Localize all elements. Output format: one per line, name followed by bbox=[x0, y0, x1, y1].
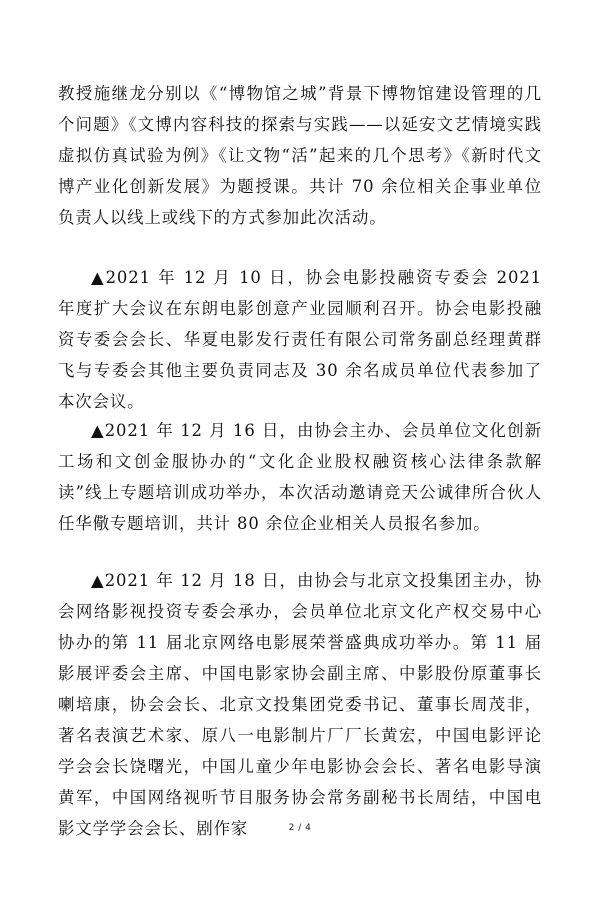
paragraph-course-topics: 教授施继龙分别以《“博物馆之城”背景下博物馆建设管理的几个问题》《文博内容科技的探索与实践——以延安文艺情境实践虚拟仿真试验为例》《让文物“活”起来的几个思考》《新时代文博产业化创新发展》为题授课。共计 70 余位相关企事业单位负责人以线上或线下的方式参加此次活动。 bbox=[58, 84, 542, 227]
paragraph-dec-10-meeting: ▲2021 年 12 月 10 日，协会电影投融资专委会 2021 年度扩大会议在东朗电影创意产业园顺利召开。协会电影投融资专委会会长、华夏电影发行责任有限公司常务副总经理黄群飞与专委会其他主要负责同志及 30 余名成员单位代表参加了本次会议。 bbox=[58, 268, 542, 411]
paragraph-dec-18-ceremony: ▲2021 年 12 月 18 日，由协会与北京文投集团主办，协会网络影视投资专委会承办，会员单位北京文化产权交易中心协办的第 11 届北京网络电影展荣誉盛典成功举办。第 11 届影展评委会主席、中国电影家协会副主席、中影股份原董事长喇培康，协会会长、北京文投集团党委书记、董事长周茂非，著名表演艺术家、原八一电影制片厂厂长黄宏，中国电影评论学会会长饶曙光，中国儿童少年电影协会会长、著名电影导演黄军，中国网络视听节目服务协会常务副秘书长周结，中国电影文学学会会长、剧作家 bbox=[58, 571, 542, 838]
page-number: 2 / 4 bbox=[288, 823, 312, 833]
paragraph-dec-16-training: ▲2021 年 12 月 16 日，由协会主办、会员单位文化创新工场和文创金服协办的“文化企业股权融资核心法律条款解读”线上专题培训成功举办，本次活动邀请竞天公诚律所合伙人任华儆专题培训，共计 80 余位企业相关人员报名参加。 bbox=[58, 421, 542, 533]
